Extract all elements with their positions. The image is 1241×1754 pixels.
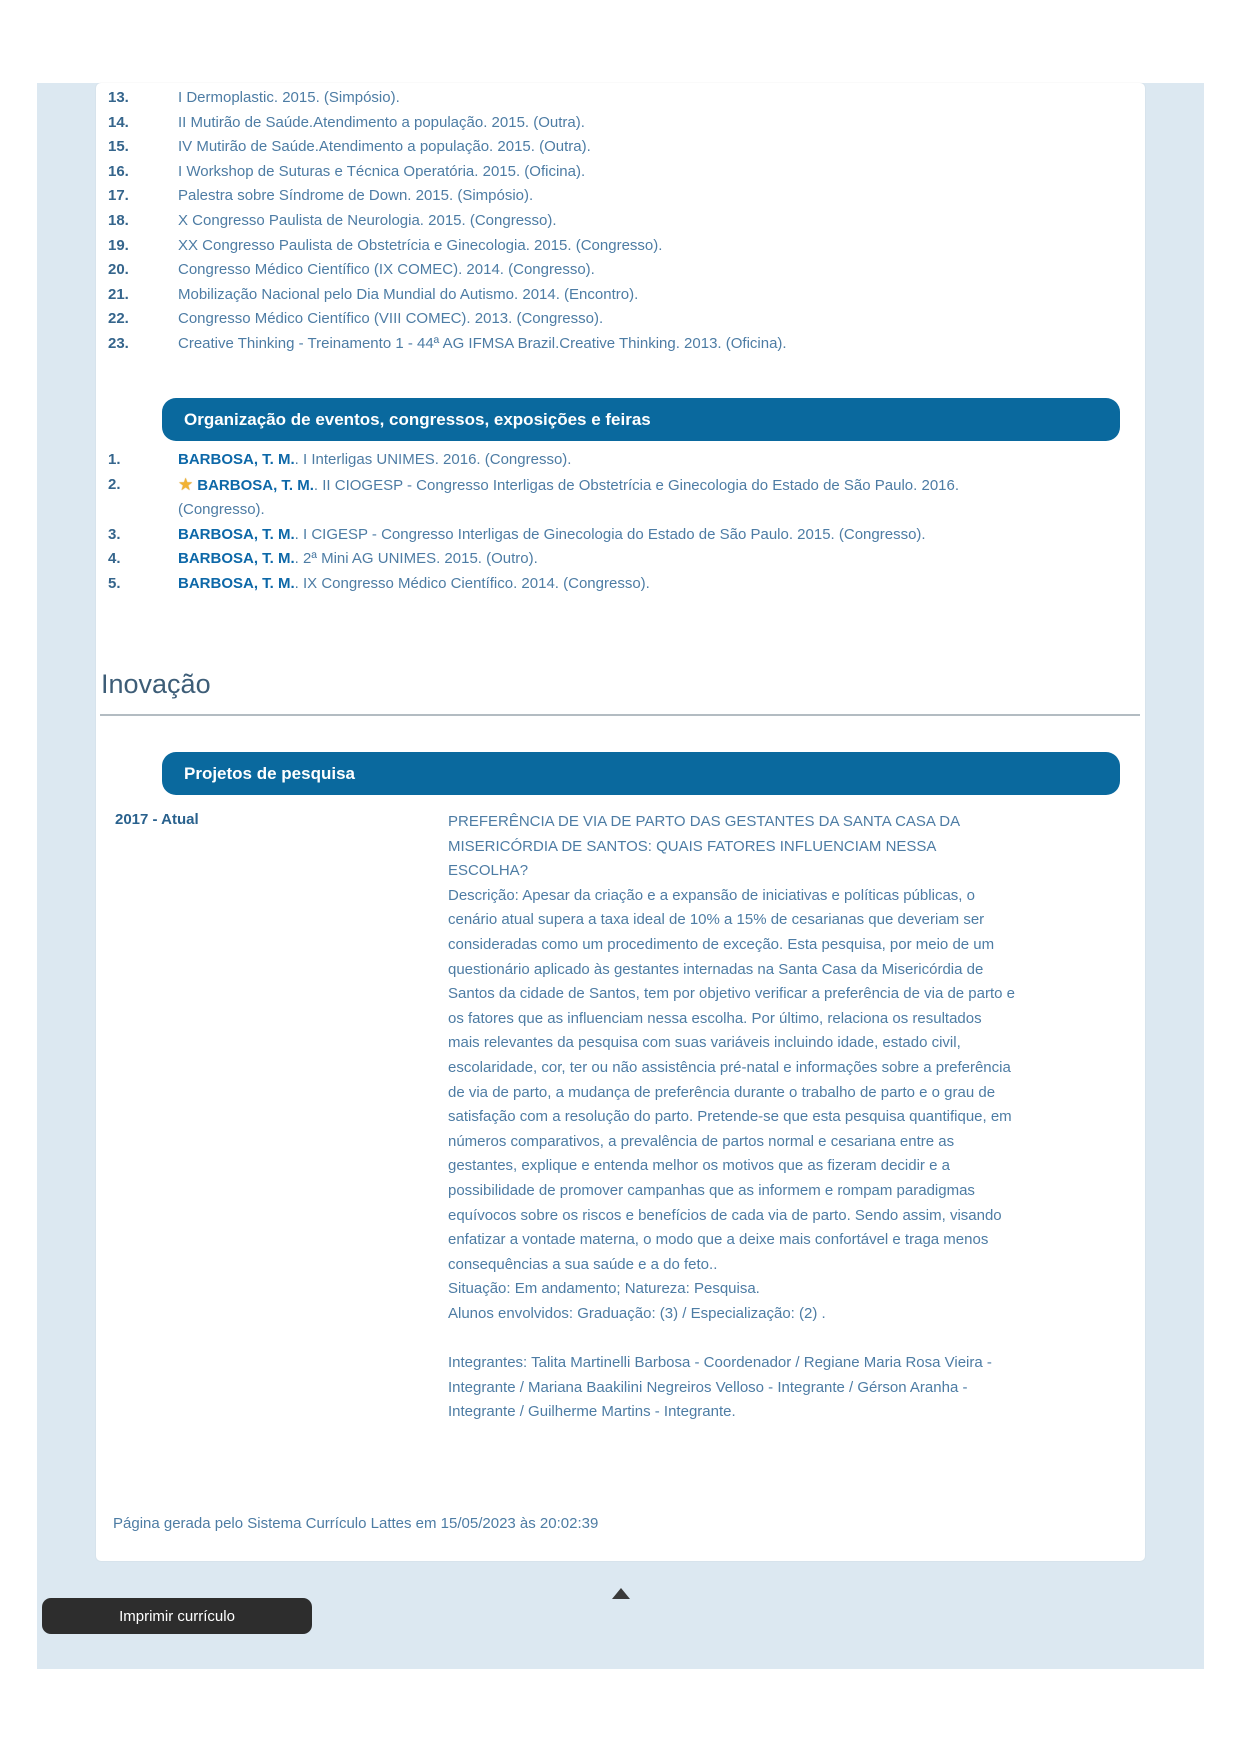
list-item <box>96 135 1012 160</box>
entry-text: . I Interligas UNIMES. 2016. (Congresso). <box>294 451 572 468</box>
list-item-number: 2. <box>108 475 121 493</box>
author-name: BARBOSA, T. M. <box>178 451 295 468</box>
project-members: Integrantes: Talita Martinelli Barbosa - Coordenador / Regiane Maria Rosa Vieira - Integrante / Mariana Baakilini Negreiros Velloso - Integrante / Gérson Aranha - Integrante / Guilherme Martins - Integrante. <box>448 1354 992 1421</box>
list-item <box>96 523 1012 548</box>
list-item <box>96 283 1012 308</box>
list-item-text: Congresso Médico Científico (IX COMEC). 2014. (Congresso). <box>178 261 595 279</box>
list-item-text: X Congresso Paulista de Neurologia. 2015. (Congresso). <box>178 211 557 229</box>
list-item-number: 16. <box>108 162 129 180</box>
cv-content-card <box>96 83 1145 1561</box>
highlight-star-icon: ★ <box>178 474 194 494</box>
print-cv-button[interactable]: Imprimir currículo <box>42 1598 312 1634</box>
list-item-number: 23. <box>108 334 129 352</box>
list-item-number: 13. <box>108 89 129 106</box>
list-item <box>96 448 1012 473</box>
entry-text: . IX Congresso Médico Científico. 2014. (Congresso). <box>294 574 650 592</box>
section-header-organizacao-eventos <box>162 398 1120 441</box>
list-item-number: 15. <box>108 138 129 156</box>
list-item-text: I Workshop de Suturas e Técnica Operatória. 2015. (Oficina). <box>178 162 586 180</box>
list-item-number: 20. <box>108 261 129 279</box>
author-name: BARBOSA, T. M. <box>197 476 314 494</box>
list-item-text: IV Mutirão de Saúde.Atendimento a população. 2015. (Outra). <box>178 138 591 156</box>
project-description: Descrição: Apesar da criação e a expansão de iniciativas e políticas públicas, o cenário atual supera a taxa ideal de 10% a 15% de cesarianas que deveriam ser consideradas como um procedimento de exceção. Esta pesquisa, por meio de um questionário aplicado às gestantes internadas na Santa Casa da Misericórdia de Santos da cidade de Santos, tem por objetivo verificar a preferência de via de parto e os fatores que as influenciam nessa escolha. Por último, relaciona os resultados mais relevantes da pesquisa com suas variáveis incluindo idade, estado civil, escolaridade, cor, ter ou não assistência pré-natal e informações sobre a preferência de via de parto, a mudança de preferência durante o trabalho de parto e o grau de satisfação com a resolução do parto. Pretende-se que esta pesquisa quantifique, em números comparativos, a prevalência de partos normal e cesariana entre as gestantes, explique e entenda melhor os motivos que as fizeram decidir e a possibilidade de promover campanhas que as informem e rompam paradigmas equívocos sobre os riscos e benefícios de cada via de parto. Sendo assim, visando enfatizar a vontade materna, o modo que a deixe mais confortável e traga menos consequências a sua saúde e a do feto.. <box>448 886 1016 1273</box>
list-item-text: XX Congresso Paulista de Obstetrícia e Ginecologia. 2015. (Congresso). <box>178 236 663 254</box>
list-item-text: Creative Thinking - Treinamento 1 - 44ª AG IFMSA Brazil.Creative Thinking. 2013. (Oficina). <box>178 334 787 352</box>
back-to-top-icon[interactable] <box>612 1588 630 1599</box>
list-item-text: Congresso Médico Científico (VIII COMEC). 2013. (Congresso). <box>178 310 604 328</box>
section-header-projetos-pesquisa <box>162 752 1120 795</box>
list-item <box>96 184 1012 209</box>
list-item-number: 21. <box>108 285 129 303</box>
list-item <box>96 111 1012 136</box>
list-item-text: Mobilização Nacional pelo Dia Mundial do Autismo. 2014. (Encontro). <box>178 285 639 303</box>
list-item-text <box>178 473 1012 523</box>
list-item <box>96 332 1012 357</box>
section-title: Organização de eventos, congressos, exposições e feiras <box>184 409 651 429</box>
project-situation: Situação: Em andamento; Natureza: Pesquisa. <box>448 1280 760 1298</box>
section-title: Projetos de pesquisa <box>184 763 355 783</box>
innovation-divider <box>100 714 1140 716</box>
list-item-text <box>178 448 1012 473</box>
list-item-number: 22. <box>108 310 129 328</box>
list-item-number: 1. <box>108 451 121 468</box>
list-item <box>96 258 1012 283</box>
list-item-number: 5. <box>108 574 121 592</box>
entry-text: . II CIOGESP - Congresso Interligas de Obstetrícia e Ginecologia do Estado de São Paulo. 2016. (Congresso). <box>178 476 960 519</box>
author-name: BARBOSA, T. M. <box>178 525 295 543</box>
list-item-number: 3. <box>108 525 121 543</box>
list-item-text <box>178 547 1012 572</box>
entry-text: . 2ª Mini AG UNIMES. 2015. (Outro). <box>294 550 538 568</box>
list-item <box>96 160 1012 185</box>
list-item-number: 17. <box>108 187 129 205</box>
list-item-text: Palestra sobre Síndrome de Down. 2015. (Simpósio). <box>178 187 534 205</box>
list-item <box>96 473 1012 523</box>
project-period: 2017 - Atual <box>115 811 199 828</box>
list-item-number: 18. <box>108 211 129 229</box>
project-title: PREFERÊNCIA DE VIA DE PARTO DAS GESTANTES DA SANTA CASA DA MISERICÓRDIA DE SANTOS: QUAIS FATORES INFLUENCIAM NESSA ESCOLHA? <box>448 813 960 880</box>
list-item-text <box>178 572 1012 597</box>
list-item <box>96 234 1012 259</box>
author-name: BARBOSA, T. M. <box>178 574 295 592</box>
events-participation-list <box>96 86 1012 357</box>
list-item-number: 4. <box>108 550 121 568</box>
innovation-heading: Inovação <box>101 669 211 699</box>
list-item-number: 19. <box>108 236 129 254</box>
list-item <box>96 307 1012 332</box>
event-organization-list <box>96 448 1012 597</box>
list-item <box>96 572 1012 597</box>
list-item <box>96 86 1012 111</box>
list-item-text <box>178 523 1012 548</box>
project-details <box>448 810 1016 1425</box>
list-item-text: II Mutirão de Saúde.Atendimento a população. 2015. (Outra). <box>178 113 585 131</box>
project-students: Alunos envolvidos: Graduação: (3) / Especialização: (2) . <box>448 1304 826 1322</box>
list-item <box>96 209 1012 234</box>
list-item <box>96 547 1012 572</box>
list-item-text: I Dermoplastic. 2015. (Simpósio). <box>178 89 400 106</box>
author-name: BARBOSA, T. M. <box>178 550 295 568</box>
page-generated-note: Página gerada pelo Sistema Currículo Lattes em 15/05/2023 às 20:02:39 <box>113 1515 599 1532</box>
entry-text: . I CIGESP - Congresso Interligas de Ginecologia do Estado de São Paulo. 2015. (Congresso). <box>294 525 926 543</box>
list-item-number: 14. <box>108 113 129 131</box>
